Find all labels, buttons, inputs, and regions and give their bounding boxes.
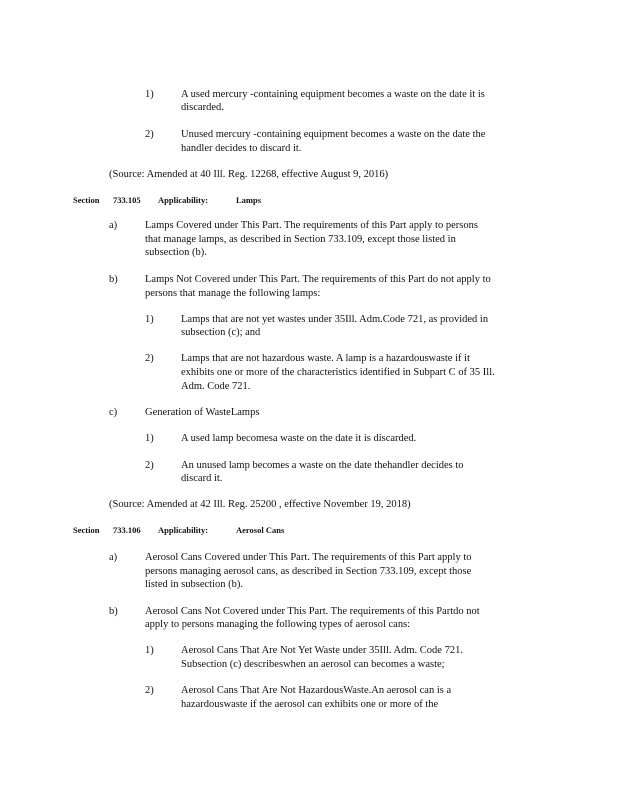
item-text: Subsection (c) describeswhen an aerosol can becomes a waste;: [181, 659, 445, 670]
item-text: Adm. Code 721.: [181, 381, 251, 392]
item-text: Unused mercury -containing equipment becomes a waste on the date the: [181, 129, 486, 140]
section-number: 733.106: [113, 525, 141, 535]
subsection-text: subsection (b).: [145, 247, 207, 258]
item-text: exhibits one or more of the characteristics identified in Subpart C of 35 Ill.: [181, 367, 495, 378]
item-text: Aerosol Cans That Are Not HazardousWaste.An aerosol can is a: [181, 685, 452, 696]
subsection-letter: b): [109, 274, 118, 285]
item-text: Aerosol Cans That Are Not Yet Waste under 35Ill. Adm. Code 721.: [181, 645, 463, 656]
subsection-letter: b): [109, 606, 118, 617]
section-label: Section: [73, 525, 100, 535]
section-heading: Applicability:: [158, 195, 209, 205]
subsection-letter: c): [109, 407, 118, 418]
source-note: (Source: Amended at 42 Ill. Reg. 25200 , effective November 19, 2018): [109, 499, 411, 510]
subsection-text: persons managing aerosol cans, as described in Section 733.109, except those: [145, 566, 472, 577]
item-text: discarded.: [181, 102, 224, 113]
subsection-text: Aerosol Cans Not Covered under This Part. The requirements of this Partdo not: [145, 606, 480, 617]
item-text: A used lamp becomesa waste on the date it is discarded.: [181, 433, 417, 444]
item-text: An unused lamp becomes a waste on the date thehandler decides to: [181, 460, 464, 471]
section-heading: Aerosol Cans: [236, 525, 285, 535]
item-number: 1): [145, 433, 154, 444]
item-text: hazardouswaste if the aerosol can exhibits one or more of the: [181, 699, 439, 710]
item-number: 2): [145, 685, 154, 696]
item-number: 2): [145, 129, 154, 140]
source-note: (Source: Amended at 40 Ill. Reg. 12268, effective August 9, 2016): [109, 169, 389, 180]
subsection-letter: a): [109, 552, 118, 563]
section-label: Section: [73, 195, 100, 205]
subsection-text: Lamps Not Covered under This Part. The requirements of this Part do not apply to: [145, 274, 491, 285]
section-heading: Lamps: [236, 195, 262, 205]
subsection-text: Lamps Covered under This Part. The requirements of this Part apply to persons: [145, 220, 478, 231]
item-text: Lamps that are not yet wastes under 35Ill. Adm.Code 721, as provided in: [181, 314, 489, 325]
item-number: 1): [145, 645, 154, 656]
subsection-text: apply to persons managing the following types of aerosol cans:: [145, 619, 411, 630]
item-number: 2): [145, 353, 154, 364]
item-text: discard it.: [181, 473, 223, 484]
subsection-letter: a): [109, 220, 118, 231]
item-text: Lamps that are not hazardous waste. A lamp is a hazardouswaste if it: [181, 353, 470, 364]
subsection-text: persons that manage the following lamps:: [145, 288, 321, 299]
subsection-text: that manage lamps, as described in Section 733.109, except those listed in: [145, 234, 456, 245]
section-number: 733.105: [113, 195, 141, 205]
subsection-text: Aerosol Cans Covered under This Part. The requirements of this Part apply to: [145, 552, 472, 563]
item-number: 1): [145, 314, 154, 325]
item-text: A used mercury -containing equipment becomes a waste on the date it is: [181, 89, 485, 100]
item-number: 1): [145, 89, 154, 100]
subsection-text: listed in subsection (b).: [145, 579, 243, 590]
item-text: handler decides to discard it.: [181, 143, 302, 154]
section-heading: Applicability:: [158, 525, 209, 535]
subsection-text: Generation of WasteLamps: [145, 407, 260, 418]
item-number: 2): [145, 460, 154, 471]
item-text: subsection (c); and: [181, 327, 261, 338]
